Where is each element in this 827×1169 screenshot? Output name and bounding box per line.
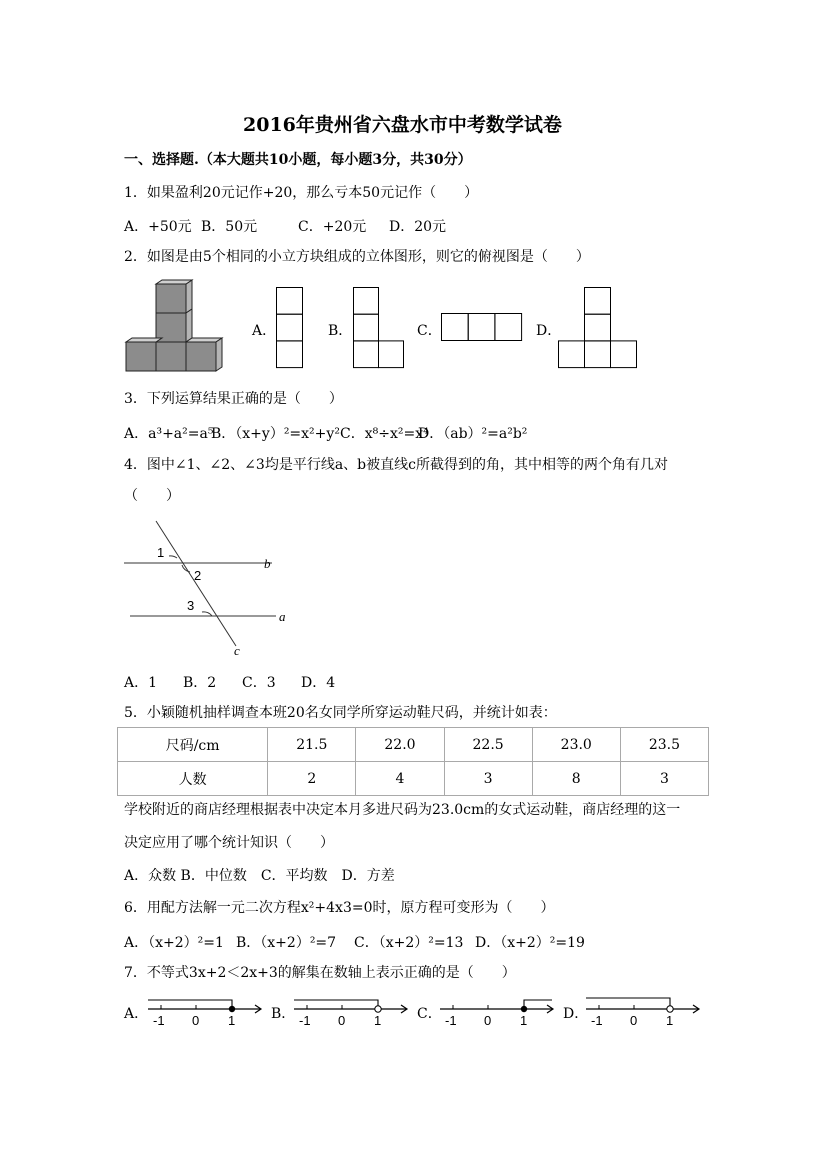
question-5-stem: 5．小颖随机抽样调查本班20名女同学所穿运动鞋尺码，并统计如表： <box>124 705 557 721</box>
parallel-lines-figure <box>124 516 294 662</box>
q4-option-c: C．3 <box>242 675 276 691</box>
tick-label: 1 <box>666 1013 674 1028</box>
q7-number-line-c <box>440 994 558 1028</box>
angle-1-label: 1 <box>157 545 165 560</box>
q5-options: A．众数 B．中位数 C．平均数 D．方差 <box>124 868 395 884</box>
q4-option-a: A．1 <box>124 675 158 691</box>
table-row <box>118 762 709 796</box>
question-4-stem-line1: 4．图中∠1、∠2、∠3均是平行线a、b被直线c所截得到的角，其中相等的两个角有几对 <box>124 457 668 473</box>
tick-label: 1 <box>374 1013 382 1028</box>
q6-option-a: A．（x+2）²=1 <box>124 935 224 951</box>
table-cell: 人数 <box>118 762 268 796</box>
tick-label: 0 <box>192 1013 200 1028</box>
q6-option-c: C．（x+2）²=13 <box>354 935 464 951</box>
table-cell: 22.0 <box>356 728 444 762</box>
tick-label: 0 <box>338 1013 346 1028</box>
tick-label: -1 <box>591 1013 603 1028</box>
q6-option-d: D．（x+2）²=19 <box>475 935 585 951</box>
q6-option-b: B．（x+2）²=7 <box>236 935 337 951</box>
table-cell: 3 <box>444 762 532 796</box>
q2-option-b-figure <box>353 287 407 369</box>
tick-label: 0 <box>630 1013 638 1028</box>
q2-label-b: B． <box>328 323 353 339</box>
q7-number-line-a <box>148 994 266 1028</box>
table-cell: 22.5 <box>444 728 532 762</box>
table-cell: 8 <box>532 762 620 796</box>
q2-label-c: C． <box>417 323 442 339</box>
angle-3-label: 3 <box>187 598 195 613</box>
line-b-label: b <box>264 556 271 571</box>
q1-option-a: A．+50元 <box>124 219 192 235</box>
question-6-stem: 6．用配方法解一元二次方程x²+4x⁠3=0时，原方程可变形为（ ） <box>124 900 555 916</box>
tick-label: -1 <box>299 1013 311 1028</box>
q2-option-a-figure <box>276 287 304 369</box>
table-cell: 尺码/cm <box>118 728 268 762</box>
table-cell: 3 <box>620 762 708 796</box>
tick-label: 1 <box>520 1013 528 1028</box>
q7-label-b: B． <box>271 1006 296 1022</box>
question-7-stem: 7．不等式3x+2＜2x+3的解集在数轴上表示正确的是（ ） <box>124 965 516 981</box>
q2-label-a: A． <box>252 323 277 339</box>
q3-option-a: A．a³+a²=a⁵ <box>124 426 214 442</box>
angle-2-label: 2 <box>194 568 202 583</box>
tick-label: 1 <box>228 1013 236 1028</box>
page-title: 2016年贵州省六盘水市中考数学试卷 <box>243 114 562 136</box>
table-cell: 23.0 <box>532 728 620 762</box>
q7-label-a: A． <box>124 1006 149 1022</box>
question-3-stem: 3．下列运算结果正确的是（ ） <box>124 391 343 407</box>
section-heading: 一、选择题.（本大题共10小题，每小题3分，共30分） <box>124 152 472 168</box>
q3-option-c: C．x⁸÷x²=x⁴ <box>340 426 429 442</box>
question-2-stem: 2．如图是由5个相同的小立方块组成的立体图形，则它的俯视图是（ ） <box>124 249 590 265</box>
q7-number-line-d <box>586 994 704 1028</box>
q7-label-c: C． <box>417 1006 442 1022</box>
q1-option-c: C．+20元 <box>298 219 367 235</box>
q3-option-d: D．（ab）²=a²b² <box>418 426 528 442</box>
q4-option-b: B．2 <box>183 675 217 691</box>
q4-option-d: D．4 <box>301 675 336 691</box>
tick-label: -1 <box>153 1013 165 1028</box>
q7-number-line-b <box>294 994 412 1028</box>
tick-label: -1 <box>445 1013 457 1028</box>
q1-option-b: B．⁠50元 <box>201 219 258 235</box>
table-row <box>118 728 709 762</box>
question-1-stem: 1．如果盈利20元记作+20，那么亏本50元记作（ ） <box>124 185 479 201</box>
q7-label-d: D． <box>563 1006 589 1022</box>
question-5-text-line1: 学校附近的商店经理根据表中决定本月多进尺码为23.0cm的女式运动鞋，商店经理的这一 <box>124 802 681 818</box>
q2-option-c-figure <box>441 313 523 342</box>
q2-label-d: D． <box>536 323 562 339</box>
q2-option-d-figure <box>558 287 638 369</box>
line-a-label: a <box>279 609 286 624</box>
table-cell: 4 <box>356 762 444 796</box>
table-cell: 2 <box>268 762 356 796</box>
q3-option-b: B．（x+y）²=x²+y² <box>211 426 340 442</box>
table-cell: 23.5 <box>620 728 708 762</box>
q1-option-d: D．⁠20元 <box>389 219 447 235</box>
tick-label: 0 <box>484 1013 492 1028</box>
cube-stack-figure <box>126 280 222 372</box>
table-cell: 21.5 <box>268 728 356 762</box>
question-5-text-line2: 决定应用了哪个统计知识（ ） <box>124 835 334 851</box>
shoe-size-table <box>117 727 709 796</box>
line-c-label: c <box>234 643 240 658</box>
question-4-stem-line2: （ ） <box>124 488 180 504</box>
